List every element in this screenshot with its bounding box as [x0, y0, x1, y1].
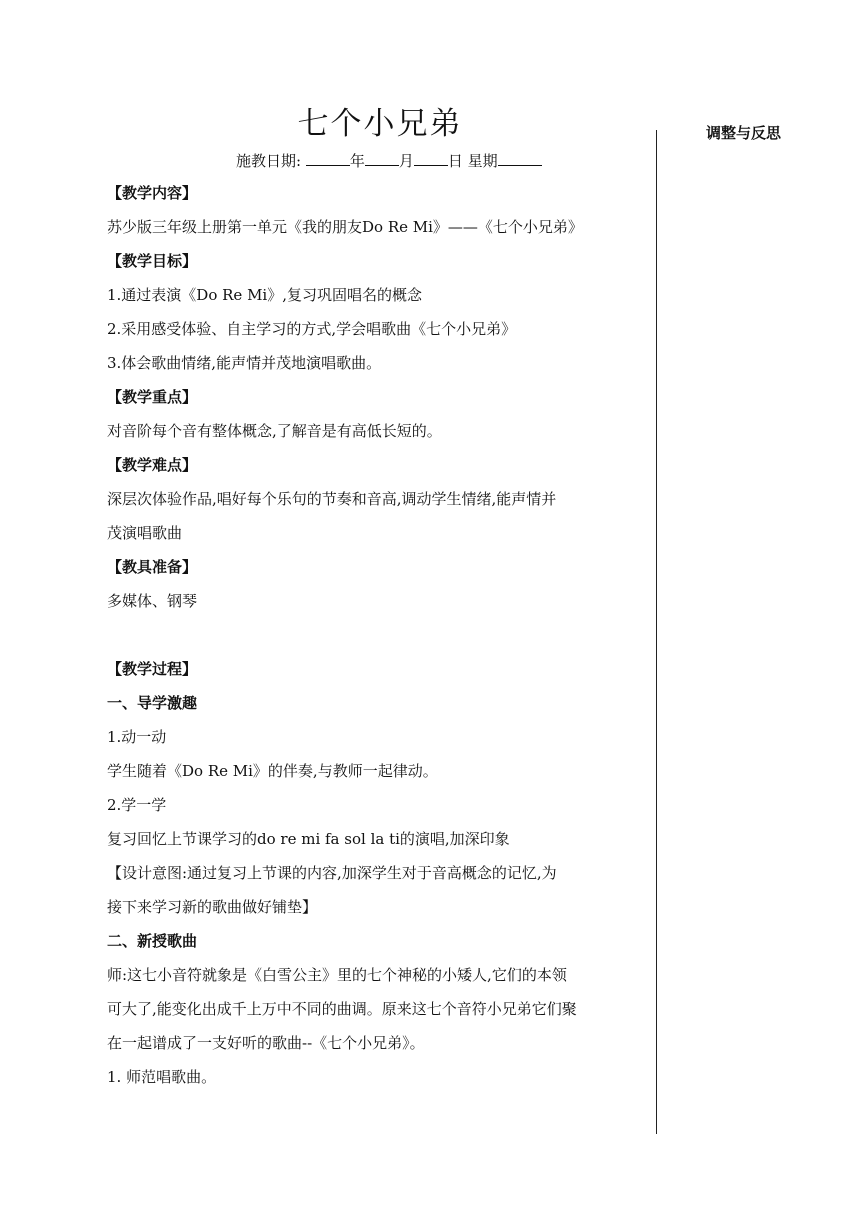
section-heading-content: 【教学内容】	[107, 184, 198, 202]
month-blank	[365, 151, 399, 166]
section-heading-goals: 【教学目标】	[107, 252, 198, 270]
step2-title: 2.学一学	[107, 796, 167, 814]
blank-line	[107, 618, 657, 652]
content-text: 苏少版三年级上册第一单元《我的朋友Do Re Mi》——《七个小兄弟》	[107, 218, 583, 236]
date-label: 施教日期:	[236, 152, 302, 170]
sidebar-title: 调整与反思	[706, 124, 782, 142]
year-blank	[306, 151, 350, 166]
day-blank	[414, 151, 448, 166]
part1-heading: 一、导学激趣	[107, 694, 198, 712]
difficulty-text-line2: 茂演唱歌曲	[107, 524, 183, 542]
weekday-label: 星期	[467, 152, 498, 170]
goal-item-2: 2.采用感受体验、自主学习的方式,学会唱歌曲《七个小兄弟》	[107, 320, 517, 338]
date-line	[236, 150, 542, 171]
goal-item-3: 3.体会歌曲情绪,能声情并茂地演唱歌曲。	[107, 354, 382, 372]
section-heading-tools: 【教具准备】	[107, 558, 198, 576]
key-text: 对音阶每个音有整体概念,了解音是有高低长短的。	[107, 422, 442, 440]
design-intent-line2: 接下来学习新的歌曲做好铺垫】	[107, 898, 318, 916]
day-label: 日	[447, 152, 463, 170]
step2-text: 复习回忆上节课学习的do re mi fa sol la ti的演唱,加深印象	[107, 830, 510, 848]
month-label: 月	[398, 152, 414, 170]
tools-text: 多媒体、钢琴	[107, 592, 198, 610]
design-intent-line1: 【设计意图:通过复习上节课的内容,加深学生对于音高概念的记忆,为	[107, 864, 557, 882]
weekday-blank	[498, 151, 542, 166]
section-heading-key: 【教学重点】	[107, 388, 198, 406]
lesson-content	[107, 176, 657, 1094]
teacher-text-line1: 师:这七小音符就象是《白雪公主》里的七个神秘的小矮人,它们的本领	[107, 966, 567, 984]
teacher-text-line2: 可大了,能变化出成千上万中不同的曲调。原来这七个音符小兄弟它们聚	[107, 1000, 577, 1018]
goal-item-1: 1.通过表演《Do Re Mi》,复习巩固唱名的概念	[107, 286, 423, 304]
part2-heading: 二、新授歌曲	[107, 932, 198, 950]
section-heading-process: 【教学过程】	[107, 660, 198, 678]
page-title: 七个小兄弟	[297, 106, 463, 142]
year-label: 年	[349, 152, 365, 170]
section-heading-difficulty: 【教学难点】	[107, 456, 198, 474]
teacher-text-line3: 在一起谱成了一支好听的歌曲--《七个小兄弟》。	[107, 1034, 425, 1052]
step1-text: 学生随着《Do Re Mi》的伴奏,与教师一起律动。	[107, 762, 438, 780]
difficulty-text-line1: 深层次体验作品,唱好每个乐句的节奏和音高,调动学生情绪,能声情并	[107, 490, 557, 508]
step1-title: 1.动一动	[107, 728, 167, 746]
step-sing: 1. 师范唱歌曲。	[107, 1068, 217, 1086]
